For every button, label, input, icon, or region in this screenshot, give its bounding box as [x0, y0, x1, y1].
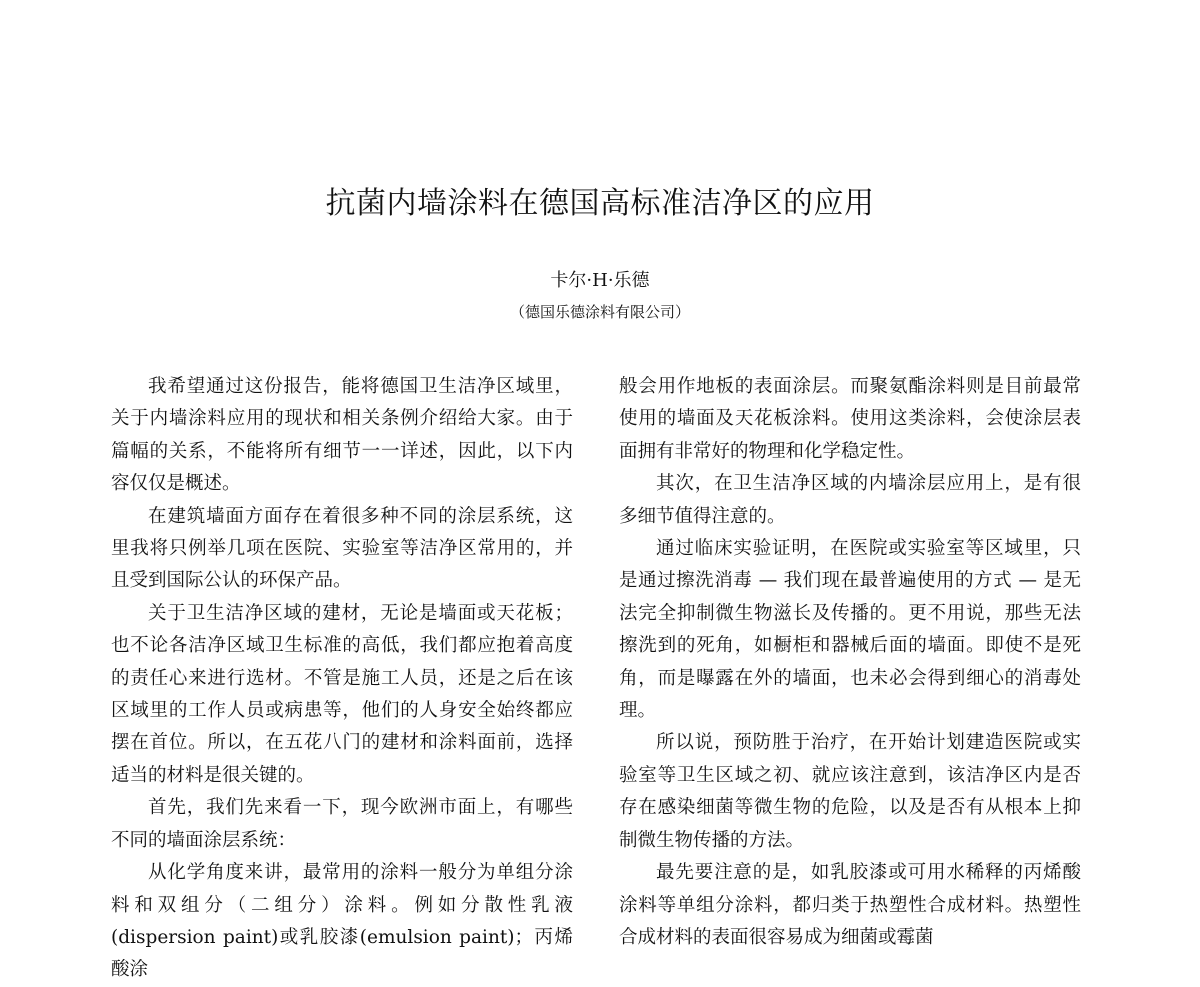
body-paragraph: 所以说，预防胜于治疗，在开始计划建造医院或实验室等卫生区域之初、就应该注意到，该洁净区内是否存在感染细菌等微生物的危险，以及是否有从根本上抑制微生物传播的方法。 [619, 732, 1081, 851]
body-paragraph: 从化学角度来讲，最常用的涂料一般分为单组分涂料和双组分（二组分）涂料。例如分散性乳液(dispersion paint)或乳胶漆(emulsion paint)；丙烯酸涂 [111, 862, 573, 981]
author-name: 卡尔·H·乐德 [550, 270, 650, 291]
body-paragraph: 最先要注意的是，如乳胶漆或可用水稀释的丙烯酸涂料等单组分涂料，都归类于热塑性合成材料。热塑性合成材料的表面很容易成为细菌或霉菌 [619, 862, 1081, 948]
body-paragraph-continued: 般会用作地板的表面涂层。而聚氨酯涂料则是目前最常使用的墙面及天花板涂料。使用这类涂料，会使涂层表面拥有非常好的物理和化学稳定性。 [619, 376, 1081, 462]
left-column [111, 371, 573, 981]
article-title: 抗菌内墙涂料在德国高标准洁净区的应用 [325, 186, 875, 221]
body-paragraph: 首先，我们先来看一下，现今欧洲市面上，有哪些不同的墙面涂层系统： [111, 797, 573, 851]
body-paragraph: 我希望通过这份报告，能将德国卫生洁净区域里，关于内墙涂料应用的现状和相关条例介绍给大家。由于篇幅的关系，不能将所有细节一一详述，因此，以下内容仅仅是概述。 [111, 376, 573, 495]
author-affiliation: （德国乐德涂料有限公司） [509, 303, 690, 321]
body-paragraph: 通过临床实验证明，在医院或实验室等区域里，只是通过擦洗消毒 — 我们现在最普遍使用的方式 — 是无法完全抑制微生物滋长及传播的。更不用说，那些无法擦洗到的死角，如橱柜和器械后面的墙面。即使不是死角，而是曝露在外的墙面，也未必会得到细心的消毒处理。 [619, 538, 1081, 722]
body-paragraph: 关于卫生洁净区域的建材，无论是墙面或天花板；也不论各洁净区域卫生标准的高低，我们都应抱着高度的责任心来进行选材。不管是施工人员，还是之后在该区域里的工作人员或病患等，他们的人身安全始终都应摆在首位。所以，在五花八门的建材和涂料面前，选择适当的材料是很关键的。 [111, 602, 573, 786]
body-paragraph: 在建筑墙面方面存在着很多种不同的涂层系统，这里我将只例举几项在医院、实验室等洁净区常用的，并且受到国际公认的环保产品。 [111, 505, 573, 592]
body-paragraph: 其次，在卫生洁净区域的内墙涂层应用上，是有很多细节值得注意的。 [619, 473, 1081, 527]
right-column [619, 371, 1081, 952]
